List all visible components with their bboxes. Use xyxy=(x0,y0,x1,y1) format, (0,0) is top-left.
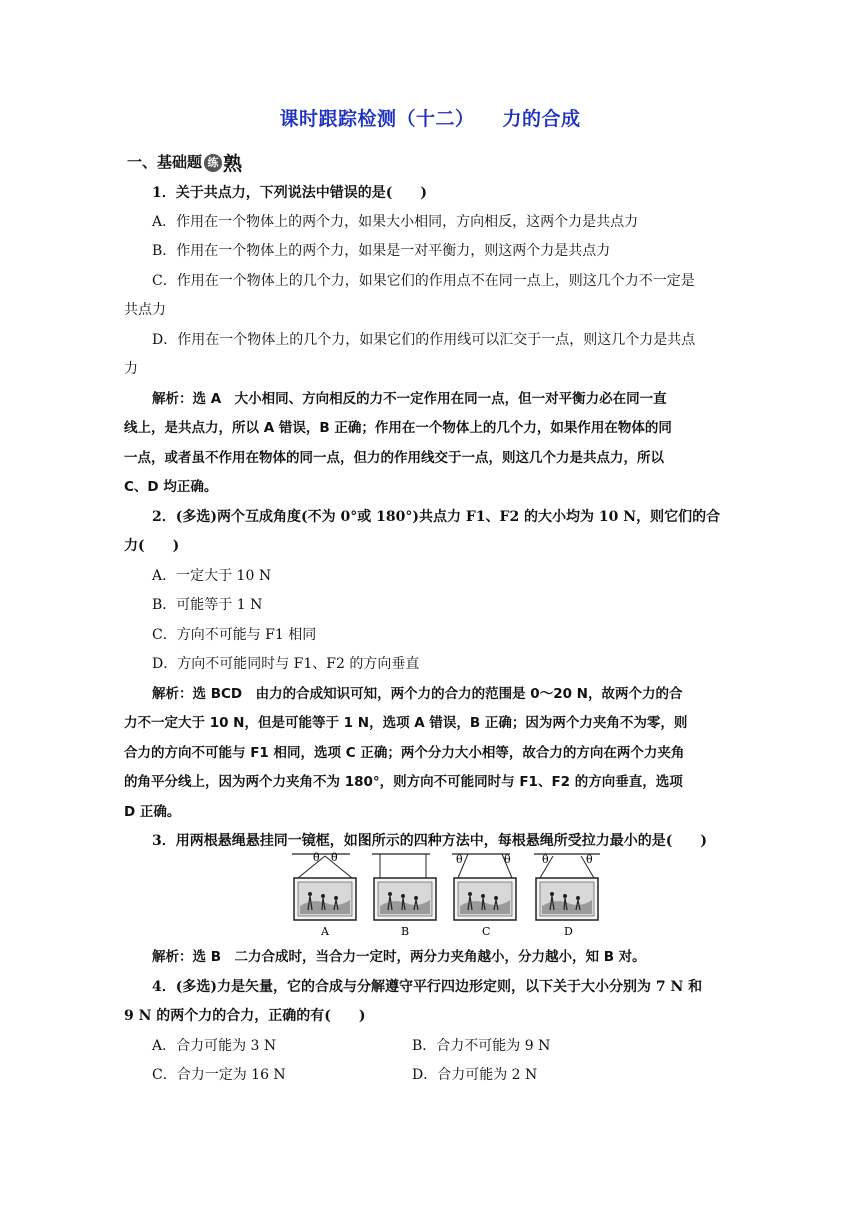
q1-option-b: B．作用在一个物体上的两个力，如果是一对平衡力，则这两个力是共点力 xyxy=(152,243,611,259)
q1-answer-line2: 线上，是共点力，所以 A 错误，B 正确；作用在一个物体上的几个力，如果作用在物体的同 xyxy=(124,420,672,436)
q4-option-b: B．合力不可能为 9 N xyxy=(412,1038,551,1054)
q2-option-c: C．方向不可能与 F1 相同 xyxy=(152,627,317,643)
label-d: D xyxy=(564,925,573,938)
q1-stem: 1．关于共点力，下列说法中错误的是( ) xyxy=(152,185,427,201)
q2-option-a: A．一定大于 10 N xyxy=(152,568,272,584)
proficient-mark: 熟 xyxy=(223,153,243,175)
q4-stem-line2: 9 N 的两个力的合力，正确的有( ) xyxy=(124,1008,366,1024)
q1-option-c-line2: 共点力 xyxy=(124,302,166,318)
frame-c xyxy=(452,853,516,938)
q2-stem-line1: 2．(多选)两个互成角度(不为 0°或 180°)共点力 F1、F2 的大小均为 10 N，则它们的合 xyxy=(152,509,721,525)
q4-option-d: D．合力可能为 2 N xyxy=(412,1067,538,1083)
q2-option-d: D．方向不可能同时与 F1、F2 的方向垂直 xyxy=(152,656,420,672)
q2-stem-line2: 力( ) xyxy=(124,538,180,554)
theta-a2: θ xyxy=(331,851,338,864)
q4-stem-line1: 4．(多选)力是矢量，它的合成与分解遵守平行四边形定则，以下关于大小分别为 7 N 和 xyxy=(152,979,703,995)
label-a: A xyxy=(321,925,329,938)
q1-answer-line1: 解析：选 A 大小相同、方向相反的力不一定作用在同一点，但一对平衡力必在同一直 xyxy=(152,391,667,407)
theta-a1: θ xyxy=(313,851,320,864)
hanging-frames-figure xyxy=(288,848,608,938)
frame-a xyxy=(292,851,356,938)
section-heading xyxy=(127,149,242,176)
theta-d1: θ xyxy=(542,853,549,866)
q3-stem: 3．用两根悬绳悬挂同一镜框，如图所示的四种方法中，每根悬绳所受拉力最小的是( ) xyxy=(152,833,707,849)
q1-option-d-line2: 力 xyxy=(124,361,138,377)
q2-answer-line5: D 正确。 xyxy=(124,804,181,820)
frame-d xyxy=(534,853,600,938)
q2-answer-line2: 力不一定大于 10 N，但是可能等于 1 N，选项 A 错误，B 正确；因为两个力夹角不为零，则 xyxy=(124,715,688,731)
label-c: C xyxy=(482,925,491,938)
q1-option-c-line1: C．作用在一个物体上的几个力，如果它们的作用点不在同一点上，则这几个力不一定是 xyxy=(152,273,695,289)
q2-answer-line4: 的角平分线上，因为两个力夹角不为 180°，则方向不可能同时与 F1、F2 的方向垂直，选项 xyxy=(124,774,683,790)
theta-c2: θ xyxy=(504,853,511,866)
practice-badge: 练 xyxy=(204,154,222,172)
q4-option-c-text: C．合力一定为 16 N xyxy=(152,1067,286,1083)
section-label: 一、基础题 xyxy=(127,153,203,171)
theta-c1: θ xyxy=(456,853,463,866)
q2-answer-line1: 解析：选 BCD 由力的合成知识可知，两个力的合力的范围是 0～20 N，故两个力的合 xyxy=(152,686,683,702)
q4-option-a-text: A．合力可能为 3 N xyxy=(152,1038,277,1054)
q3-answer: 解析：选 B 二力合成时，当合力一定时，两分力夹角越小，分力越小，知 B 对。 xyxy=(152,949,646,965)
label-b: B xyxy=(401,925,410,938)
title-part2: 力的合成 xyxy=(502,108,581,130)
q1-answer-line4: C、D 均正确。 xyxy=(124,479,218,495)
title-part1: 课时跟踪检测（十二） xyxy=(279,108,475,130)
theta-d2: θ xyxy=(586,853,593,866)
q1-option-a: A．作用在一个物体上的两个力，如果大小相同，方向相反，这两个力是共点力 xyxy=(152,214,639,230)
q1-answer-line3: 一点，或者虽不作用在物体的同一点，但力的作用线交于一点，则这几个力是共点力，所以 xyxy=(124,450,664,466)
q2-answer-line3: 合力的方向不可能与 F1 相同，选项 C 正确；两个分力大小相等，故合力的方向在两个力夹角 xyxy=(124,745,685,761)
frame-b xyxy=(372,854,436,938)
page-title xyxy=(0,104,860,131)
q2-option-b: B．可能等于 1 N xyxy=(152,597,263,613)
q1-option-d-line1: D．作用在一个物体上的几个力，如果它们的作用线可以汇交于一点，则这几个力是共点 xyxy=(152,332,696,348)
